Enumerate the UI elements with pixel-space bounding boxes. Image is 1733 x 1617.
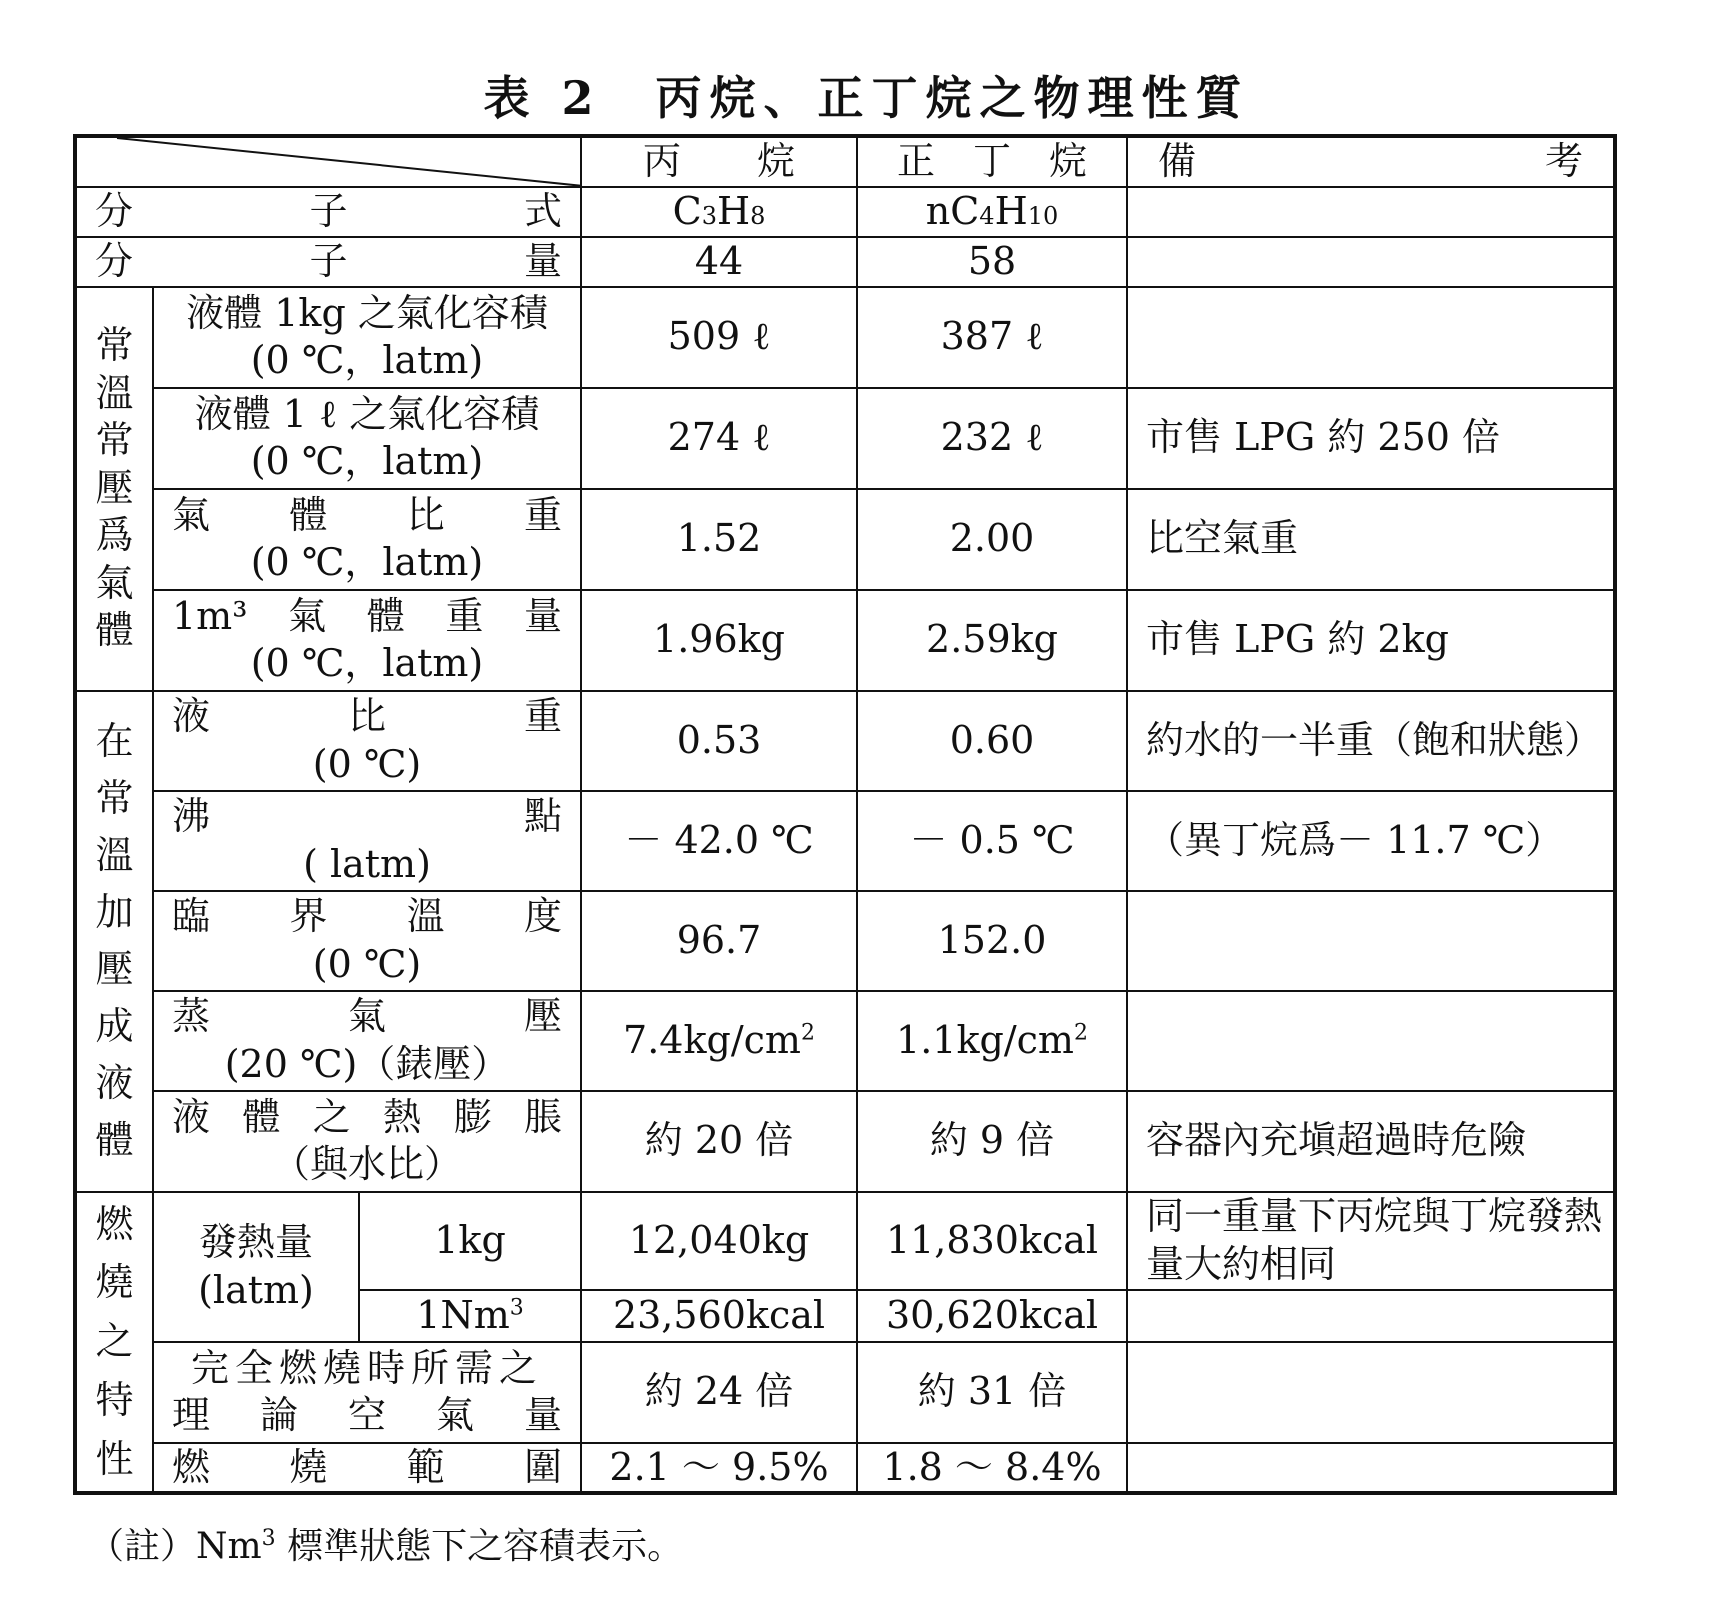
butane-formula: nC4H10: [857, 187, 1127, 237]
table-row: [75, 237, 1615, 287]
propane-heat-1nm3: 23,560kcal: [581, 1290, 857, 1342]
header-propane: 丙 烷: [581, 136, 857, 187]
note-thermal-expansion: 容器內充塡超過時危險: [1127, 1091, 1615, 1192]
note-heat-1nm3: [1127, 1290, 1615, 1342]
propane-critical-temp: 96.7: [581, 891, 857, 991]
label-vol-1l: 液體 1 ℓ 之氣化容積 (0 ℃，latm): [153, 388, 581, 489]
propane-weight: 44: [581, 237, 857, 287]
label-liquid-gravity: 液 比 重 (0 ℃): [153, 691, 581, 791]
table-row: [75, 691, 1615, 791]
group3-side-label: 燃 燒 之 特 性: [75, 1192, 153, 1494]
table-row: [75, 791, 1615, 891]
group2-side-label: 在 常 溫 加 壓 成 液 體: [75, 691, 153, 1192]
document-title: 表 2 丙烷、正丁烷之物理性質: [483, 71, 1250, 125]
butane-vol-1l: 232 ℓ: [857, 388, 1127, 489]
note-liquid-gravity: 約水的一半重（飽和狀態）: [1127, 691, 1615, 791]
butane-thermal-expansion: 約 9 倍: [857, 1091, 1127, 1192]
table-row: [75, 1342, 1615, 1443]
butane-vapor-pressure: $1.1kg/cm^2$: [857, 991, 1127, 1091]
label-formula: 分 子 式: [75, 187, 581, 237]
note-boiling-point: （異丁烷爲－ 11.7 ℃）: [1127, 791, 1615, 891]
table-row: [75, 187, 1615, 237]
header-row: [75, 136, 1615, 187]
propane-thermal-expansion: 約 20 倍: [581, 1091, 857, 1192]
note-gas-weight: 市售 LPG 約 2kg: [1127, 590, 1615, 691]
note-vapor-pressure: [1127, 991, 1615, 1091]
diagonal-header-cell: [75, 136, 581, 187]
note-vol-1kg: [1127, 287, 1615, 388]
label-flammable-range: 燃 燒 範 圍: [153, 1443, 581, 1494]
propane-flammable-range: 2.1 ～ 9.5%: [581, 1443, 857, 1494]
butane-heat-1nm3: 30,620kcal: [857, 1290, 1127, 1342]
label-gas-weight: 1m³ 氣 體 重 量 (0 ℃，latm): [153, 590, 581, 691]
label-critical-temp: 臨 界 溫 度 (0 ℃): [153, 891, 581, 991]
butane-vol-1kg: 387 ℓ: [857, 287, 1127, 388]
butane-critical-temp: 152.0: [857, 891, 1127, 991]
table-row: [75, 1443, 1615, 1494]
butane-heat-1kg: 11,830kcal: [857, 1192, 1127, 1290]
label-thermal-expansion: 液 體 之 熱 膨 脹 （與水比）: [153, 1091, 581, 1192]
note-cell: [1127, 237, 1615, 287]
propane-vol-1kg: 509 ℓ: [581, 287, 857, 388]
label-theoretical-air: 完全燃燒時所需之 理 論 空 氣 量: [153, 1342, 581, 1443]
butane-gas-gravity: 2.00: [857, 489, 1127, 590]
propane-vol-1l: 274 ℓ: [581, 388, 857, 489]
footnote: （註）Nm$^3$ 標準狀態下之容積表示。: [88, 1526, 684, 1567]
note-vol-1l: 市售 LPG 約 250 倍: [1127, 388, 1615, 489]
header-note: 備 考: [1127, 136, 1615, 187]
table-row: [75, 1192, 1615, 1290]
group1-side-label: 常 溫 常 壓 爲 氣 體: [75, 287, 153, 691]
butane-gas-weight: 2.59kg: [857, 590, 1127, 691]
label-weight: 分 子 量: [75, 237, 581, 287]
butane-liquid-gravity: 0.60: [857, 691, 1127, 791]
table-row: [75, 388, 1615, 489]
propane-vapor-pressure: $7.4kg/cm^2$: [581, 991, 857, 1091]
table-row: [75, 991, 1615, 1091]
note-heat-1kg: 同一重量下丙烷與丁烷發熱量大約相同: [1127, 1192, 1615, 1290]
note-flammable-range: [1127, 1443, 1615, 1494]
propane-formula: C3H8: [581, 187, 857, 237]
propane-liquid-gravity: 0.53: [581, 691, 857, 791]
note-critical-temp: [1127, 891, 1615, 991]
label-boiling-point: 沸 點 ( latm): [153, 791, 581, 891]
butane-weight: 58: [857, 237, 1127, 287]
note-gas-gravity: 比空氣重: [1127, 489, 1615, 590]
propane-heat-1kg: 12,040kg: [581, 1192, 857, 1290]
note-cell: [1127, 187, 1615, 237]
label-heat-value: 發熱量 (latm): [153, 1192, 359, 1342]
propane-boiling-point: － 42.0 ℃: [581, 791, 857, 891]
label-vol-1kg: 液體 1kg 之氣化容積 (0 ℃，latm): [153, 287, 581, 388]
label-heat-1nm3: 1Nm$^3$: [359, 1290, 581, 1342]
table-row: [75, 287, 1615, 388]
label-vapor-pressure: 蒸 氣 壓 (20 ℃)（錶壓）: [153, 991, 581, 1091]
butane-boiling-point: － 0.5 ℃: [857, 791, 1127, 891]
note-theoretical-air: [1127, 1342, 1615, 1443]
propane-gas-gravity: 1.52: [581, 489, 857, 590]
table-row: [75, 590, 1615, 691]
properties-table: [73, 134, 1617, 1495]
propane-gas-weight: 1.96kg: [581, 590, 857, 691]
label-gas-gravity: 氣 體 比 重 (0 ℃，latm): [153, 489, 581, 590]
table-row: [75, 1091, 1615, 1192]
butane-flammable-range: 1.8 ～ 8.4%: [857, 1443, 1127, 1494]
label-heat-1kg: 1kg: [359, 1192, 581, 1290]
butane-theoretical-air: 約 31 倍: [857, 1342, 1127, 1443]
table-row: [75, 891, 1615, 991]
propane-theoretical-air: 約 24 倍: [581, 1342, 857, 1443]
header-butane: 正 丁 烷: [857, 136, 1127, 187]
table-row: [75, 489, 1615, 590]
diagonal-line: [77, 138, 581, 186]
